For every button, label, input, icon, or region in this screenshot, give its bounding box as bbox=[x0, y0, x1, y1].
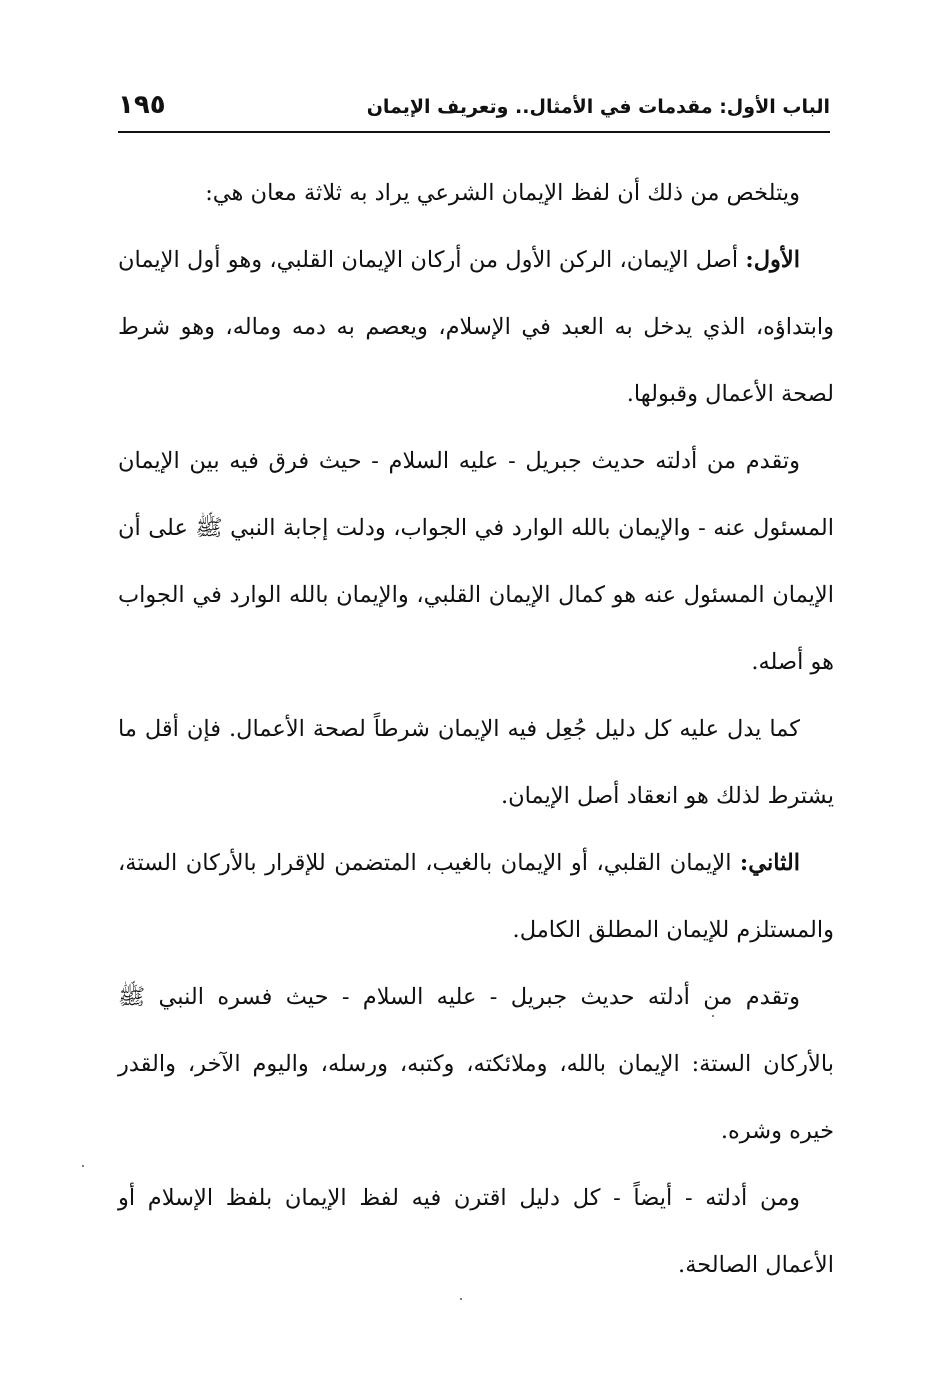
page-body bbox=[118, 160, 834, 1299]
paragraph-first-meaning bbox=[118, 227, 834, 428]
scan-speck bbox=[712, 1015, 714, 1017]
paragraph-summary bbox=[118, 160, 834, 227]
paragraph-text: وتقدم من أدلته حديث جبريل - عليه السلام - حيث فرق فيه بين الإيمان المسئول عنه - والإيمان بالله الوارد في الجواب، ودلت إجابة النبي ﷺ على أن الإيمان المسئول عنه هو كمال الإيمان القلبي، والإيمان بالله الوارد في الجواب هو أصله. bbox=[118, 448, 834, 675]
running-head: الباب الأول: مقدمات في الأمثال.. وتعريف الإيمان bbox=[366, 96, 830, 118]
paragraph-six-pillars bbox=[118, 964, 834, 1165]
paragraph-more-evidence bbox=[118, 1165, 834, 1299]
paragraph-text: وتقدم من أدلته حديث جبريل - عليه السلام - حيث فسره النبي ﷺ بالأركان الستة: الإيمان بالله، وملائكته، وكتبه، ورسله، واليوم الآخر، والقدر خيره وشره. bbox=[118, 984, 834, 1144]
paragraph-text: ويتلخص من ذلك أن لفظ الإيمان الشرعي يراد به ثلاثة معان هي: bbox=[205, 180, 800, 206]
page-number: ١٩٥ bbox=[118, 90, 166, 120]
paragraph-text: أصل الإيمان، الركن الأول من أركان الإيمان القلبي، وهو أول الإيمان وابتداؤه، الذي يدخل به العبد في الإسلام، ويعصم به دمه وماله، وهو شرط لصحة الأعمال وقبولها. bbox=[118, 247, 834, 407]
paragraph-condition bbox=[118, 696, 834, 830]
paragraph-evidence-jibril bbox=[118, 428, 834, 696]
scan-speck bbox=[460, 1298, 462, 1300]
page-header bbox=[118, 88, 830, 128]
paragraph-lead: الثاني: bbox=[739, 850, 800, 876]
paragraph-text: الإيمان القلبي، أو الإيمان بالغيب، المتضمن للإقرار بالأركان الستة، والمستلزم للإيمان المطلق الكامل. bbox=[118, 850, 834, 943]
paragraph-text: كما يدل عليه كل دليل جُعِل فيه الإيمان شرطاً لصحة الأعمال. فإن أقل ما يشترط لذلك هو انعقاد أصل الإيمان. bbox=[118, 716, 834, 809]
paragraph-text: ومن أدلته - أيضاً - كل دليل اقترن فيه لفظ الإيمان بلفظ الإسلام أو الأعمال الصالحة. bbox=[118, 1185, 834, 1278]
paragraph-second-meaning bbox=[118, 830, 834, 964]
paragraph-lead: الأول: bbox=[745, 247, 800, 273]
scan-speck bbox=[82, 1165, 84, 1167]
header-rule bbox=[118, 131, 830, 133]
